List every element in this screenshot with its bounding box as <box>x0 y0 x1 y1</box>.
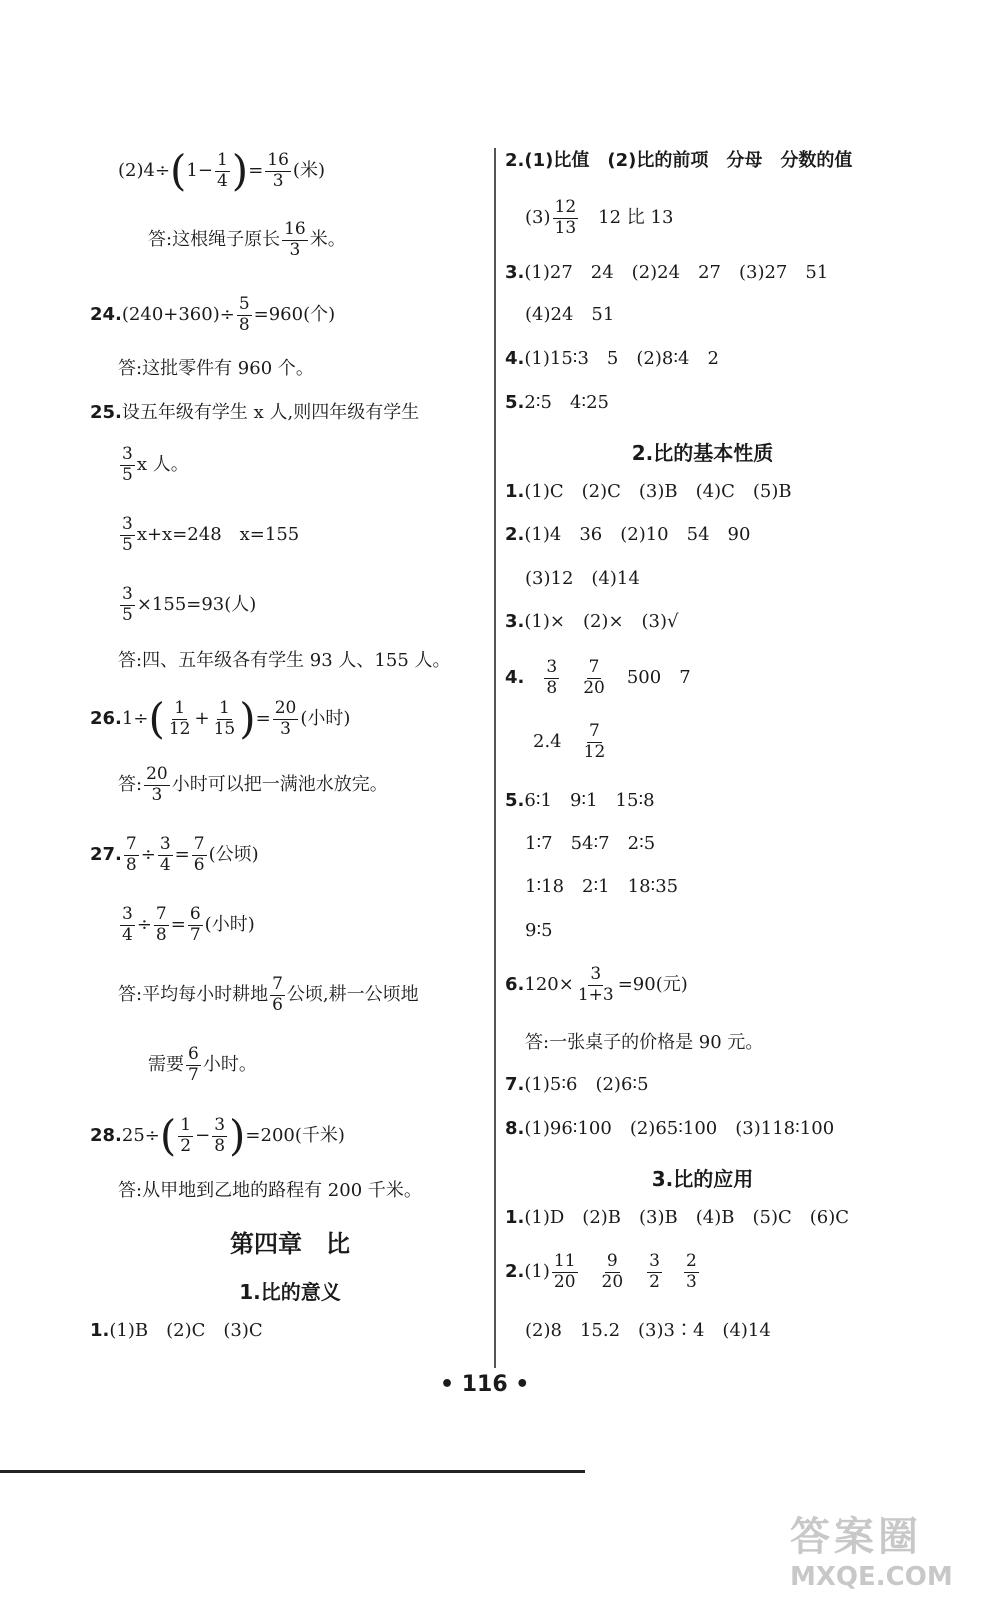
numerator: 7 <box>589 721 600 741</box>
question-number: 25. <box>90 402 122 423</box>
q24-equation <box>90 295 335 335</box>
denominator: 4 <box>122 924 133 945</box>
s2-q6-answer: 答:一张桌子的价格是 90 元。 <box>525 1032 764 1053</box>
question-number: 2. <box>505 1261 525 1283</box>
fraction <box>124 835 139 875</box>
denominator: 6 <box>272 994 283 1015</box>
fraction <box>212 1116 227 1156</box>
answer-text: 答: <box>118 774 143 796</box>
question-number: 4. <box>505 667 525 689</box>
numerator: 7 <box>125 834 137 854</box>
footer-rule <box>0 1470 585 1473</box>
numerator: 6 <box>188 1044 199 1064</box>
question-number: 1. <box>505 481 525 502</box>
numerator: 11 <box>553 1251 576 1271</box>
denominator: 20 <box>601 1271 624 1292</box>
expr-text: + <box>194 708 210 729</box>
answer-text: 6∶1 9∶1 15∶8 <box>524 790 655 811</box>
question-number: 3. <box>505 262 525 283</box>
s2-q4-line1 <box>505 658 691 698</box>
answer-text: (1)27 24 (2)24 27 (3)27 51 <box>524 262 829 283</box>
s2-q2-line1 <box>505 526 750 544</box>
fraction <box>553 198 579 238</box>
denominator: 5 <box>122 534 133 555</box>
numerator: 3 <box>649 1251 660 1271</box>
numerator: 5 <box>238 294 250 314</box>
q25-statement <box>90 404 419 422</box>
numerator: 20 <box>146 764 168 784</box>
q4 <box>505 350 719 368</box>
answer-text: (1)5∶6 (2)6∶5 <box>524 1074 649 1095</box>
fraction <box>582 722 608 762</box>
watermark-logo <box>790 1505 990 1595</box>
fraction <box>120 445 135 485</box>
denominator: 3 <box>685 1271 697 1292</box>
answer-text: (1)15∶3 5 (2)8∶4 2 <box>524 348 719 369</box>
denominator: 6 <box>193 854 205 875</box>
numerator: 1 <box>174 697 186 718</box>
numerator: 16 <box>284 219 306 239</box>
fraction <box>120 585 135 625</box>
numerator: 7 <box>193 834 205 854</box>
s2-q7 <box>505 1076 649 1094</box>
denominator: 12 <box>168 718 191 739</box>
numerator: 9 <box>606 1251 618 1271</box>
denominator: 1+3 <box>577 984 614 1005</box>
expr-text: 1÷ <box>121 708 149 729</box>
denominator: 5 <box>122 464 133 485</box>
statement-text: 设五年级有学生 x 人,则四年级有学生 <box>121 402 420 423</box>
fraction <box>600 1252 626 1292</box>
denominator: 8 <box>155 924 167 945</box>
answer-text: 米。 <box>309 229 346 251</box>
fraction <box>552 1252 578 1292</box>
s2-q4-line2 <box>533 722 609 762</box>
expr-text: 1− <box>186 160 213 181</box>
numerator: 3 <box>122 584 133 604</box>
numerator: 3 <box>122 444 133 464</box>
answer-text: (1)× (2)× (3)√ <box>524 611 679 632</box>
numerator: 1 <box>218 697 230 718</box>
fraction <box>192 835 207 875</box>
q27-equation-1 <box>90 835 259 875</box>
watermark-url: MXQE.COM <box>790 1562 953 1592</box>
expr-text: (2)4÷ <box>118 160 171 181</box>
s2-q5-line4: 9∶5 <box>525 920 553 941</box>
section-title: 2.比的基本性质 <box>631 441 774 465</box>
chapter-title: 第四章 比 <box>230 1230 350 1258</box>
expr-text: x+x=248 x=155 <box>136 524 300 546</box>
denominator: 20 <box>583 677 605 698</box>
section-title: 3.比的应用 <box>651 1167 754 1191</box>
question-number: 2. <box>505 524 525 545</box>
numerator: 1 <box>216 149 228 170</box>
answer-text: 小时可以把一满池水放完。 <box>171 774 388 796</box>
fraction <box>282 220 308 260</box>
s2-q8 <box>505 1120 834 1138</box>
fraction <box>178 1116 193 1156</box>
q28-equation: 28.25÷( $\frac{1}{2}$ − $\frac{3}{8}$ )=200(千米) <box>90 1111 345 1160</box>
s1-q1 <box>90 1322 263 1340</box>
numerator: 1 <box>180 1114 192 1135</box>
numerator: 12 <box>554 197 577 217</box>
fraction <box>265 151 291 191</box>
question-number: 1. <box>505 1207 525 1228</box>
fraction <box>273 699 299 739</box>
expr-text: 120× <box>524 974 574 996</box>
s3-q1 <box>505 1209 849 1227</box>
fraction <box>120 515 135 555</box>
question-number: 27. <box>90 844 122 866</box>
numerator: 3 <box>159 834 171 854</box>
denominator: 7 <box>189 924 201 945</box>
question-number: 26. <box>90 708 122 729</box>
fraction <box>188 905 203 945</box>
s2-q5-line1 <box>505 792 655 810</box>
s2-q5-line2: 1∶7 54∶7 2∶5 <box>525 833 656 854</box>
question-number: 8. <box>505 1118 525 1139</box>
fraction <box>544 658 559 698</box>
s2-q6 <box>505 965 688 1005</box>
fraction <box>212 699 238 739</box>
denominator: 8 <box>546 677 558 698</box>
answer-text: 答:这根绳子原长 <box>148 229 281 251</box>
answer-text: (1)D (2)B (3)B (4)B (5)C (6)C <box>524 1207 850 1228</box>
q23-answer <box>148 220 346 260</box>
q25-calculation <box>118 585 256 625</box>
s2-q2-line2: (3)12 (4)14 <box>525 568 640 589</box>
expr-text: = <box>170 914 186 936</box>
question-number: 1. <box>90 1320 110 1341</box>
expr-text: =200(千米) <box>245 1125 345 1146</box>
denominator: 3 <box>280 718 291 739</box>
s3-q2-line1 <box>505 1252 701 1292</box>
expr-text: (240+360)÷ <box>121 304 235 326</box>
denominator: 2 <box>180 1135 192 1156</box>
numerator: 7 <box>588 657 600 677</box>
question-number: 4. <box>505 348 525 369</box>
fraction <box>167 699 193 739</box>
answer-text: 2∶5 4∶25 <box>524 392 610 413</box>
question-number: 7. <box>505 1074 525 1095</box>
fraction <box>215 151 230 191</box>
denominator: 3 <box>289 239 301 260</box>
unit-text: (小时) <box>300 708 351 729</box>
question-number: 5. <box>505 790 525 811</box>
q26-answer <box>118 765 388 805</box>
denominator: 4 <box>216 170 228 191</box>
fraction <box>647 1252 662 1292</box>
q26-equation: 26.1÷( $\frac{1}{12}$ + $\frac{1}{15}$ )= $\frac{20}{3}$ (小时) <box>90 694 351 743</box>
answer-text: (1)B (2)C (3)C <box>109 1320 263 1341</box>
expr-text: ÷ <box>136 914 152 936</box>
answer-text: (1)4 36 (2)10 54 90 <box>524 524 751 545</box>
q2-line2 <box>525 198 673 238</box>
expr-text: = <box>248 160 264 181</box>
page-number: • 116 • <box>440 1372 530 1397</box>
denominator: 8 <box>125 854 137 875</box>
expr-text: =960(个) <box>253 304 336 326</box>
denominator: 13 <box>554 217 577 238</box>
numerator: 3 <box>122 514 133 534</box>
s2-q3 <box>505 613 679 631</box>
expr-text: = <box>174 844 190 866</box>
numerator: 20 <box>274 697 297 718</box>
fraction <box>186 1045 201 1085</box>
q2-line1 <box>505 152 852 170</box>
numerator: 2 <box>685 1251 697 1271</box>
q5 <box>505 394 609 412</box>
fraction <box>237 295 252 335</box>
answer-text: (1)96∶100 (2)65∶100 (3)118∶100 <box>524 1118 835 1139</box>
numerator: 7 <box>155 904 167 924</box>
answer-text: (1)C (2)C (3)B (4)C (5)B <box>524 481 792 502</box>
column-divider <box>494 148 496 1368</box>
s2-q5-line3: 1∶18 2∶1 18∶35 <box>525 876 679 897</box>
answer-text: 需要 <box>148 1054 184 1076</box>
expr-text: 25÷ <box>121 1125 160 1146</box>
answer-text: (1)比值 (2)比的前项 分母 分数的值 <box>524 150 853 171</box>
expr-text: ÷ <box>140 844 156 866</box>
expr-text: =90(元) <box>617 974 688 996</box>
expr-text: x 人。 <box>136 454 189 476</box>
denominator: 3 <box>272 170 284 191</box>
question-number: 6. <box>505 974 525 996</box>
q27-answer-continued <box>148 1045 257 1085</box>
fraction <box>581 658 607 698</box>
denominator: 12 <box>583 741 606 762</box>
expr-text: ×155=93(人) <box>136 594 257 616</box>
answer-text: (1) <box>524 1261 550 1283</box>
numerator: 6 <box>189 904 201 924</box>
fraction <box>270 975 285 1015</box>
s3-q2-line2: (2)8 15.2 (3)3∶4 (4)14 <box>525 1320 771 1341</box>
answer-text: 12 比 13 <box>598 207 674 229</box>
unit-text: (小时) <box>204 914 255 936</box>
denominator: 7 <box>188 1064 199 1085</box>
s2-q1 <box>505 483 792 501</box>
denominator: 8 <box>238 314 250 335</box>
unit-text: (米) <box>292 160 325 181</box>
answer-text: 答:平均每小时耕地 <box>118 984 269 1006</box>
watermark-text: 答案圈 <box>790 1514 922 1560</box>
answer-text: (3) <box>525 207 551 229</box>
fraction <box>576 965 616 1005</box>
numerator: 3 <box>590 964 602 984</box>
numerator: 3 <box>546 657 558 677</box>
question-number: 28. <box>90 1125 122 1146</box>
section-title: 1.比的意义 <box>239 1280 341 1304</box>
denominator: 3 <box>151 784 163 805</box>
q27-answer <box>118 975 419 1015</box>
question-number: 5. <box>505 392 525 413</box>
question-number: 3. <box>505 611 525 632</box>
q23-part2-equation: (2)4÷(1− $\frac{1}{4}$ )= $\frac{16}{3}$ (米) <box>118 146 325 195</box>
question-number: 24. <box>90 304 122 326</box>
denominator: 5 <box>122 604 133 625</box>
fraction <box>158 835 173 875</box>
q27-equation-2 <box>118 905 255 945</box>
fraction <box>144 765 170 805</box>
expr-text: = <box>255 708 271 729</box>
numerator: 3 <box>214 1114 226 1135</box>
q24-answer: 答:这批零件有 960 个。 <box>118 358 314 379</box>
q25-line2 <box>118 445 189 485</box>
expr-text: − <box>195 1125 211 1146</box>
denominator: 2 <box>649 1271 660 1292</box>
numerator: 7 <box>272 974 283 994</box>
answer-text: 公顷,耕一公顷地 <box>286 984 419 1006</box>
q25-answer: 答:四、五年级各有学生 93 人、155 人。 <box>118 650 451 671</box>
fraction <box>154 905 169 945</box>
fraction <box>684 1252 699 1292</box>
unit-text: (公顷) <box>208 844 259 866</box>
denominator: 4 <box>159 854 171 875</box>
q28-answer: 答:从甲地到乙地的路程有 200 千米。 <box>118 1180 422 1201</box>
answer-text: 2.4 <box>533 731 562 753</box>
answer-text: 500 7 <box>626 667 691 689</box>
denominator: 20 <box>553 1271 576 1292</box>
q3-line1 <box>505 264 828 282</box>
q3-line2: (4)24 51 <box>525 304 615 325</box>
denominator: 15 <box>213 718 236 739</box>
q25-equation <box>118 515 299 555</box>
fraction <box>120 905 135 945</box>
denominator: 8 <box>214 1135 226 1156</box>
numerator: 3 <box>122 904 133 924</box>
numerator: 16 <box>267 149 289 170</box>
answer-text: 小时。 <box>202 1054 257 1076</box>
question-number: 2. <box>505 150 525 171</box>
